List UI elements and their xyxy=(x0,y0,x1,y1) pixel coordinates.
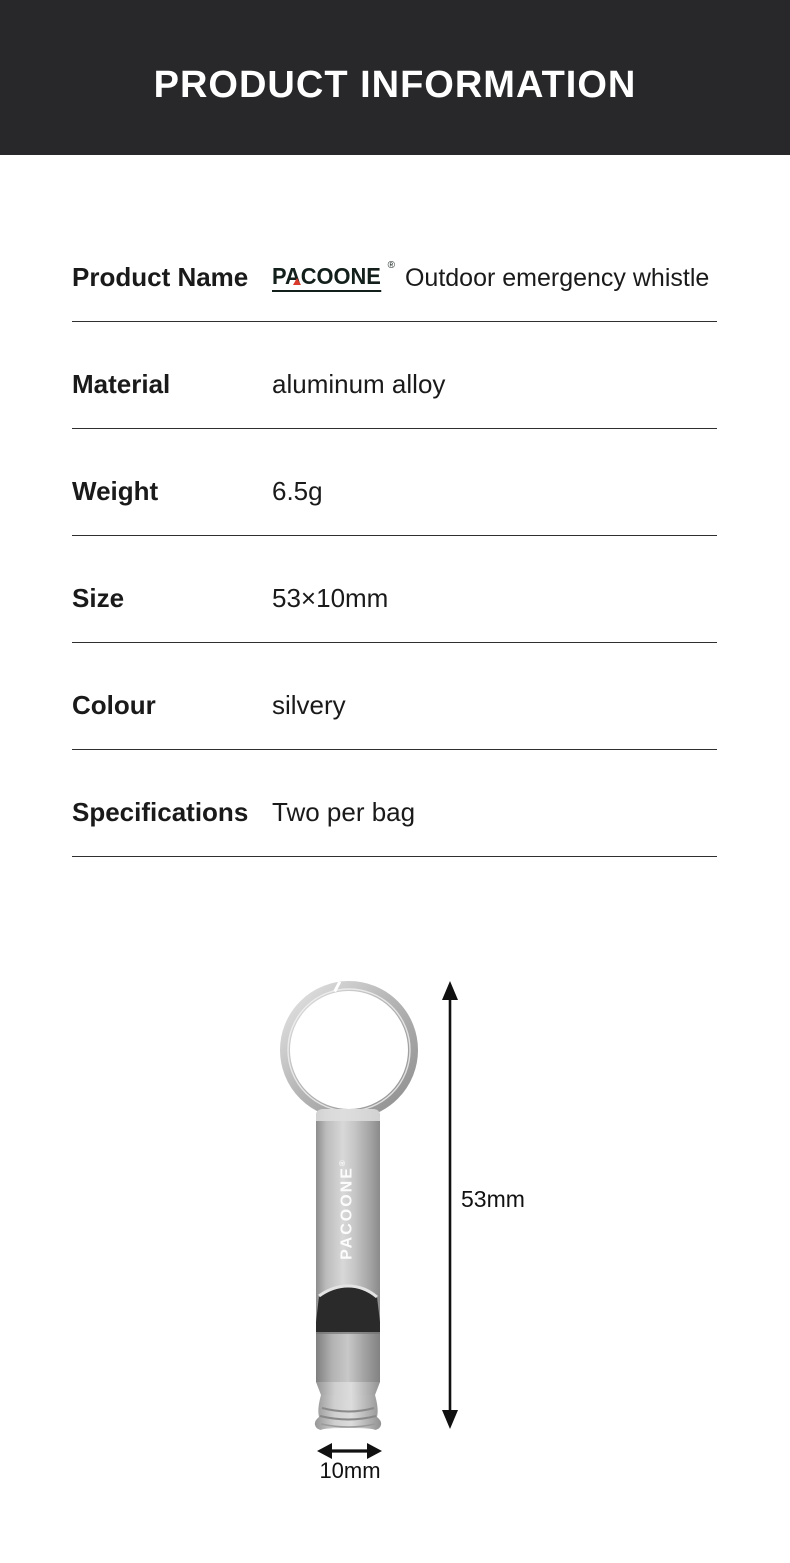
spec-value: 6.5g xyxy=(272,476,323,506)
whistle-body-brand-text: PACOONE® xyxy=(338,1160,356,1260)
width-arrow-icon xyxy=(317,1443,382,1459)
spec-row-specifications xyxy=(72,750,717,857)
spec-value: Two per bag xyxy=(272,797,416,827)
spec-label: Material xyxy=(72,369,171,399)
spec-row-product-name xyxy=(72,215,717,322)
spec-table xyxy=(72,215,717,857)
spec-row-size xyxy=(72,536,717,643)
spec-value xyxy=(272,260,710,293)
spec-value: 53×10mm xyxy=(272,583,389,613)
width-dimension-label: 10mm xyxy=(319,1458,381,1483)
logo-tent-accent-icon xyxy=(293,278,301,285)
spec-label: Weight xyxy=(72,476,159,506)
spec-row-material xyxy=(72,322,717,429)
spec-row-weight xyxy=(72,429,717,536)
page-title: PRODUCT INFORMATION xyxy=(153,64,637,106)
spec-value: aluminum alloy xyxy=(272,369,446,399)
spec-label: Specifications xyxy=(72,797,249,827)
height-arrow-icon xyxy=(442,981,458,1429)
spec-value: silvery xyxy=(272,690,346,720)
header-banner xyxy=(0,0,790,155)
whistle-product-image xyxy=(260,965,490,1465)
registered-mark: ® xyxy=(387,260,395,271)
spec-row-colour xyxy=(72,643,717,750)
pacoone-logo xyxy=(272,260,395,292)
height-dimension-label: 53mm xyxy=(461,1186,525,1212)
spec-label: Product Name xyxy=(72,262,249,292)
spec-label: Size xyxy=(72,583,125,613)
pacoone-logo-word: PACOONE xyxy=(272,265,381,292)
spec-label: Colour xyxy=(72,690,156,720)
keyring xyxy=(285,981,413,1114)
product-name-text: Outdoor emergency whistle xyxy=(404,264,710,292)
